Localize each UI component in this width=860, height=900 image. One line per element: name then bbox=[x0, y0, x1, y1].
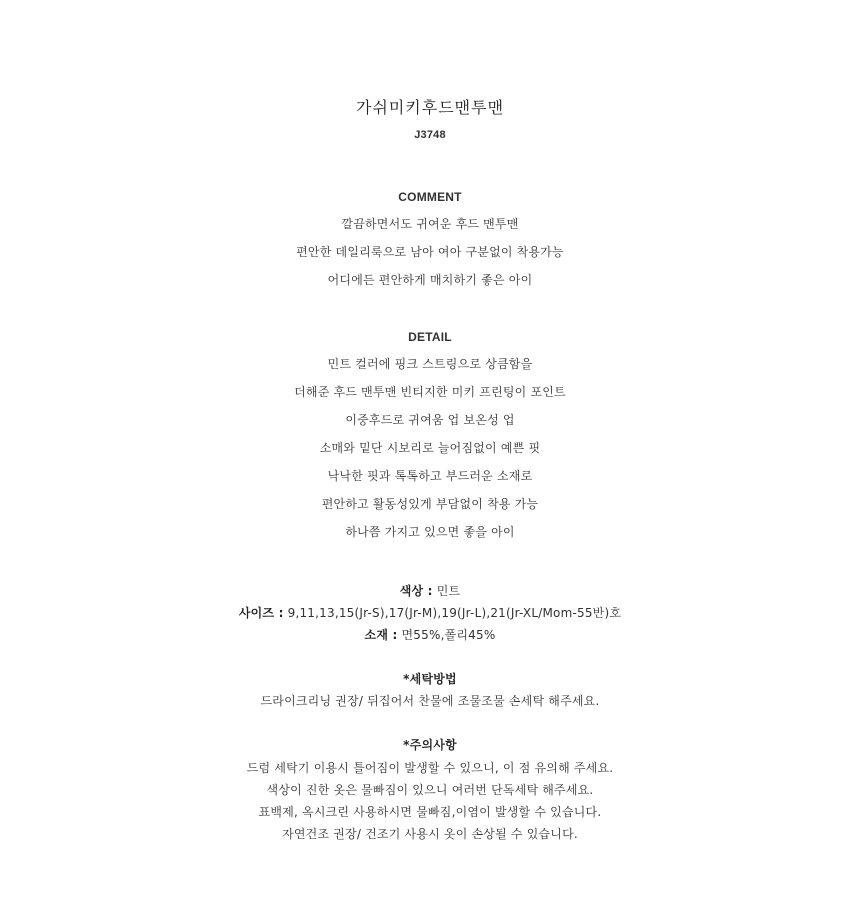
washing-heading: *세탁방법 bbox=[403, 672, 457, 686]
spec-size bbox=[0, 605, 860, 621]
product-code: J3748 bbox=[414, 129, 446, 141]
detail-line: 낙낙한 핏과 톡톡하고 부드러운 소재로 bbox=[327, 469, 533, 483]
detail-line: 하나쯤 가지고 있으면 좋을 아이 bbox=[345, 525, 515, 539]
detail-line: 더해준 후드 맨투맨 빈티지한 미키 프린팅이 포인트 bbox=[294, 385, 566, 399]
product-name: 가쉬미키후드맨투맨 bbox=[355, 98, 505, 117]
detail-line: 편안하고 활동성있게 부담없이 착용 가능 bbox=[321, 497, 539, 511]
spec-color bbox=[0, 583, 860, 599]
comment-line: 깔끔하면서도 귀여운 후드 맨투맨 bbox=[341, 217, 519, 231]
comment-heading: COMMENT bbox=[398, 190, 462, 204]
spec-material-label: 소재 : bbox=[364, 628, 398, 642]
washing-line: 드라이크리닝 권장/ 뒤집어서 찬물에 조물조물 손세탁 해주세요. bbox=[260, 694, 600, 708]
comment-line: 편안한 데일리룩으로 남아 여아 구분없이 착용가능 bbox=[296, 245, 564, 259]
caution-line: 색상이 진한 옷은 물빠짐이 있으니 여러번 단독세탁 해주세요. bbox=[266, 783, 594, 797]
spec-size-value: 9,11,13,15(Jr-S),17(Jr-M),19(Jr-L),21(Jr-XL/Mom-55반)호 bbox=[287, 606, 622, 620]
caution-line: 표백제, 옥시크린 사용하시면 물빠짐,이염이 발생할 수 있습니다. bbox=[258, 805, 602, 819]
spec-color-value: 민트 bbox=[436, 584, 461, 598]
spec-material-value: 면55%,폴리45% bbox=[401, 628, 496, 642]
detail-line: 민트 컬러에 핑크 스트링으로 상큼함을 bbox=[327, 357, 533, 371]
spec-color-label: 색상 : bbox=[399, 584, 433, 598]
spec-size-label: 사이즈 : bbox=[238, 606, 284, 620]
detail-line: 소매와 밑단 시보리로 늘어짐없이 예쁜 핏 bbox=[319, 441, 541, 455]
caution-line: 드럼 세탁기 이용시 틀어짐이 발생할 수 있으니, 이 점 유의해 주세요. bbox=[246, 761, 614, 775]
caution-heading: *주의사항 bbox=[403, 738, 457, 752]
detail-line: 이중후드로 귀여움 업 보온성 업 bbox=[345, 413, 515, 427]
comment-line: 어디에든 편안하게 매치하기 좋은 아이 bbox=[327, 273, 533, 287]
detail-heading: DETAIL bbox=[408, 330, 452, 344]
spec-material bbox=[0, 627, 860, 643]
caution-line: 자연건조 권장/ 건조기 사용시 옷이 손상될 수 있습니다. bbox=[282, 827, 578, 841]
